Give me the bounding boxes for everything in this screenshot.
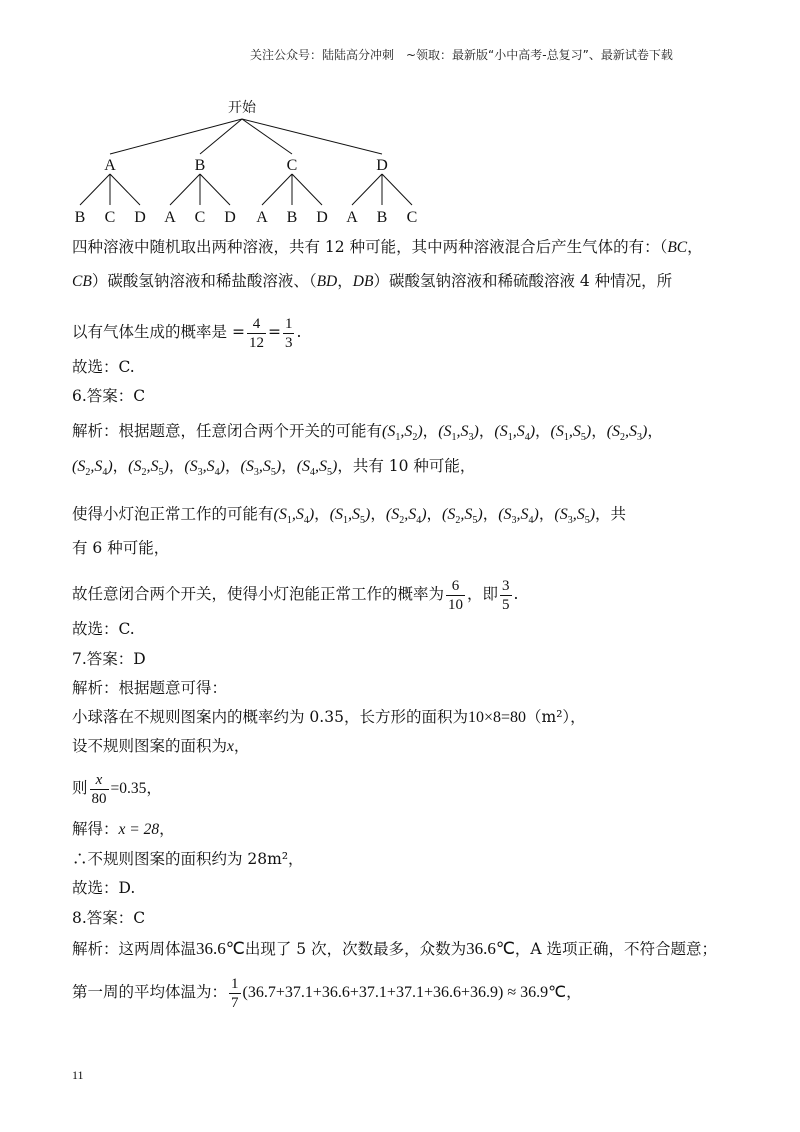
- tree-leaf: B: [376, 209, 388, 226]
- tree-node-b: B: [194, 157, 206, 174]
- tree-leaf: D: [224, 209, 236, 226]
- fraction: $\frac{1}{7}$: [231, 975, 239, 1011]
- tree-diagram: [60, 92, 440, 232]
- tree-leaf: B: [286, 209, 298, 226]
- fraction: $\frac{3}{5}$: [502, 577, 510, 613]
- switch-pair: $(S_4,S_5)$: [296, 458, 338, 479]
- fraction: $\frac{1}{3}$: [284, 315, 293, 351]
- q6-answer: 6.答案：C: [72, 387, 146, 405]
- q7-line-6: ∴不规则图案的面积约为 28m²，: [72, 850, 304, 868]
- q6-line-2: $(S_2,S_4)$，$(S_2,S_5)$，$(S_3,S_4)$，$(S_3,S_5)$，$(S_4,S_5)$，共有 10 种可能，: [72, 457, 476, 479]
- tree-leaf: A: [256, 209, 268, 226]
- switch-pair: $(S_2,S_4)$: [385, 506, 427, 527]
- q7-choice: 故选：D.: [72, 879, 136, 897]
- q7-line-1: 解析：根据题意可得：: [72, 679, 228, 697]
- fraction: $\frac{6}{10}$: [448, 577, 464, 613]
- q7-line-3: 设不规则图案的面积为x，: [72, 737, 250, 755]
- switch-pair: $(S_1,S_4)$: [494, 423, 536, 444]
- tree-node-a: A: [104, 157, 116, 174]
- q6-choice: 故选：C.: [72, 620, 135, 638]
- switch-pair: $(S_3,S_5)$: [240, 458, 282, 479]
- switch-pair: $(S_2,S_5)$: [442, 506, 483, 527]
- q8-line-2: 第一周的平均体温为： $\frac{1}{7}$ (36.7+37.1+36.6+37.1+37.1+36.6+36.9) ≈ 36.9℃，: [72, 975, 582, 1011]
- q6-line-1: 解析：根据题意，任意闭合两个开关的可能有$(S_1,S_2)$，$(S_1,S_3)$，$(S_1,S_4)$，$(S_1,S_5)$，$(S_2,S_3)$，: [72, 422, 663, 444]
- switch-pair: $(S_3,S_4)$: [498, 506, 539, 527]
- page-header: 关注公众号：陆陆高分冲刺 ~领取：最新版“小中高考-总复习”、最新试卷下载: [250, 48, 673, 62]
- tree-node-c: C: [286, 157, 298, 174]
- q8-line-1: 解析：这两周体温36.6℃出现了 5 次，次数最多，众数为36.6℃，A 选项正确，不符合题意；: [72, 939, 718, 958]
- tree-leaf: C: [406, 209, 418, 226]
- switch-pair: $(S_2,S_5)$: [128, 458, 169, 479]
- q7-line-4: 则 $\frac{x}{80}$ =0.35，: [72, 771, 162, 807]
- q5-line-2: CB）碳酸氢钠溶液和稀盐酸溶液、（BD，DB）碳酸氢钠溶液和稀硫酸溶液 4 种情况，所: [72, 272, 673, 290]
- fraction: $\frac{4}{12}$: [248, 315, 264, 351]
- q6-line-4: 有 6 种可能，: [72, 539, 170, 557]
- switch-pair: $(S_2,S_4)$: [72, 458, 113, 479]
- switch-pair: $(S_3,S_5)$: [554, 506, 596, 527]
- tree-leaf: A: [346, 209, 358, 226]
- tree-node-d: D: [376, 157, 388, 174]
- q7-answer: 7.答案：D: [72, 650, 146, 668]
- tree-leaf: D: [134, 209, 146, 226]
- switch-pair: $(S_1,S_5)$: [550, 423, 592, 444]
- switch-pair: $(S_3,S_4)$: [184, 458, 225, 479]
- q7-line-5: 解得：x = 28，: [72, 820, 175, 838]
- switch-pair: $(S_2,S_3)$: [606, 423, 648, 444]
- tree-leaf: C: [104, 209, 116, 226]
- q5-line-1: 四种溶液中随机取出两种溶液，共有 12 种可能，其中两种溶液混合后产生气体的有：（BC，: [72, 238, 703, 256]
- page-number: 11: [72, 1068, 84, 1082]
- q7-line-2: 小球落在不规则图案内的概率约为 0.35，长方形的面积为10×8=80（m²），: [72, 708, 586, 726]
- q5-line-3: 以有气体生成的概率是 = $\frac{4}{12}$ = $\frac{1}{3}$ .: [72, 315, 302, 351]
- tree-leaf: A: [164, 209, 176, 226]
- switch-pair: $(S_1,S_4)$: [273, 506, 315, 527]
- q6-line-5: 故任意闭合两个开关，使得小灯泡能正常工作的概率为 $\frac{6}{10}$ ，即 $\frac{3}{5}$ .: [72, 577, 519, 613]
- switch-pair: $(S_1,S_5)$: [329, 506, 371, 527]
- q5-choice: 故选：C.: [72, 358, 135, 376]
- q8-answer: 8.答案：C: [72, 909, 146, 927]
- tree-root: 开始: [228, 100, 256, 116]
- tree-leaf: B: [74, 209, 86, 226]
- q6-line-3: 使得小灯泡正常工作的可能有$(S_1,S_4)$，$(S_1,S_5)$，$(S_2,S_4)$，$(S_2,S_5)$，$(S_3,S_4)$，$(S_3,S_5)$，共: [72, 505, 627, 527]
- switch-pair: $(S_1,S_3)$: [438, 423, 479, 444]
- tree-leaf: D: [316, 209, 328, 226]
- tree-leaf: C: [194, 209, 206, 226]
- fraction: $\frac{x}{80}$: [91, 771, 107, 807]
- switch-pair: $(S_1,S_2)$: [382, 423, 423, 444]
